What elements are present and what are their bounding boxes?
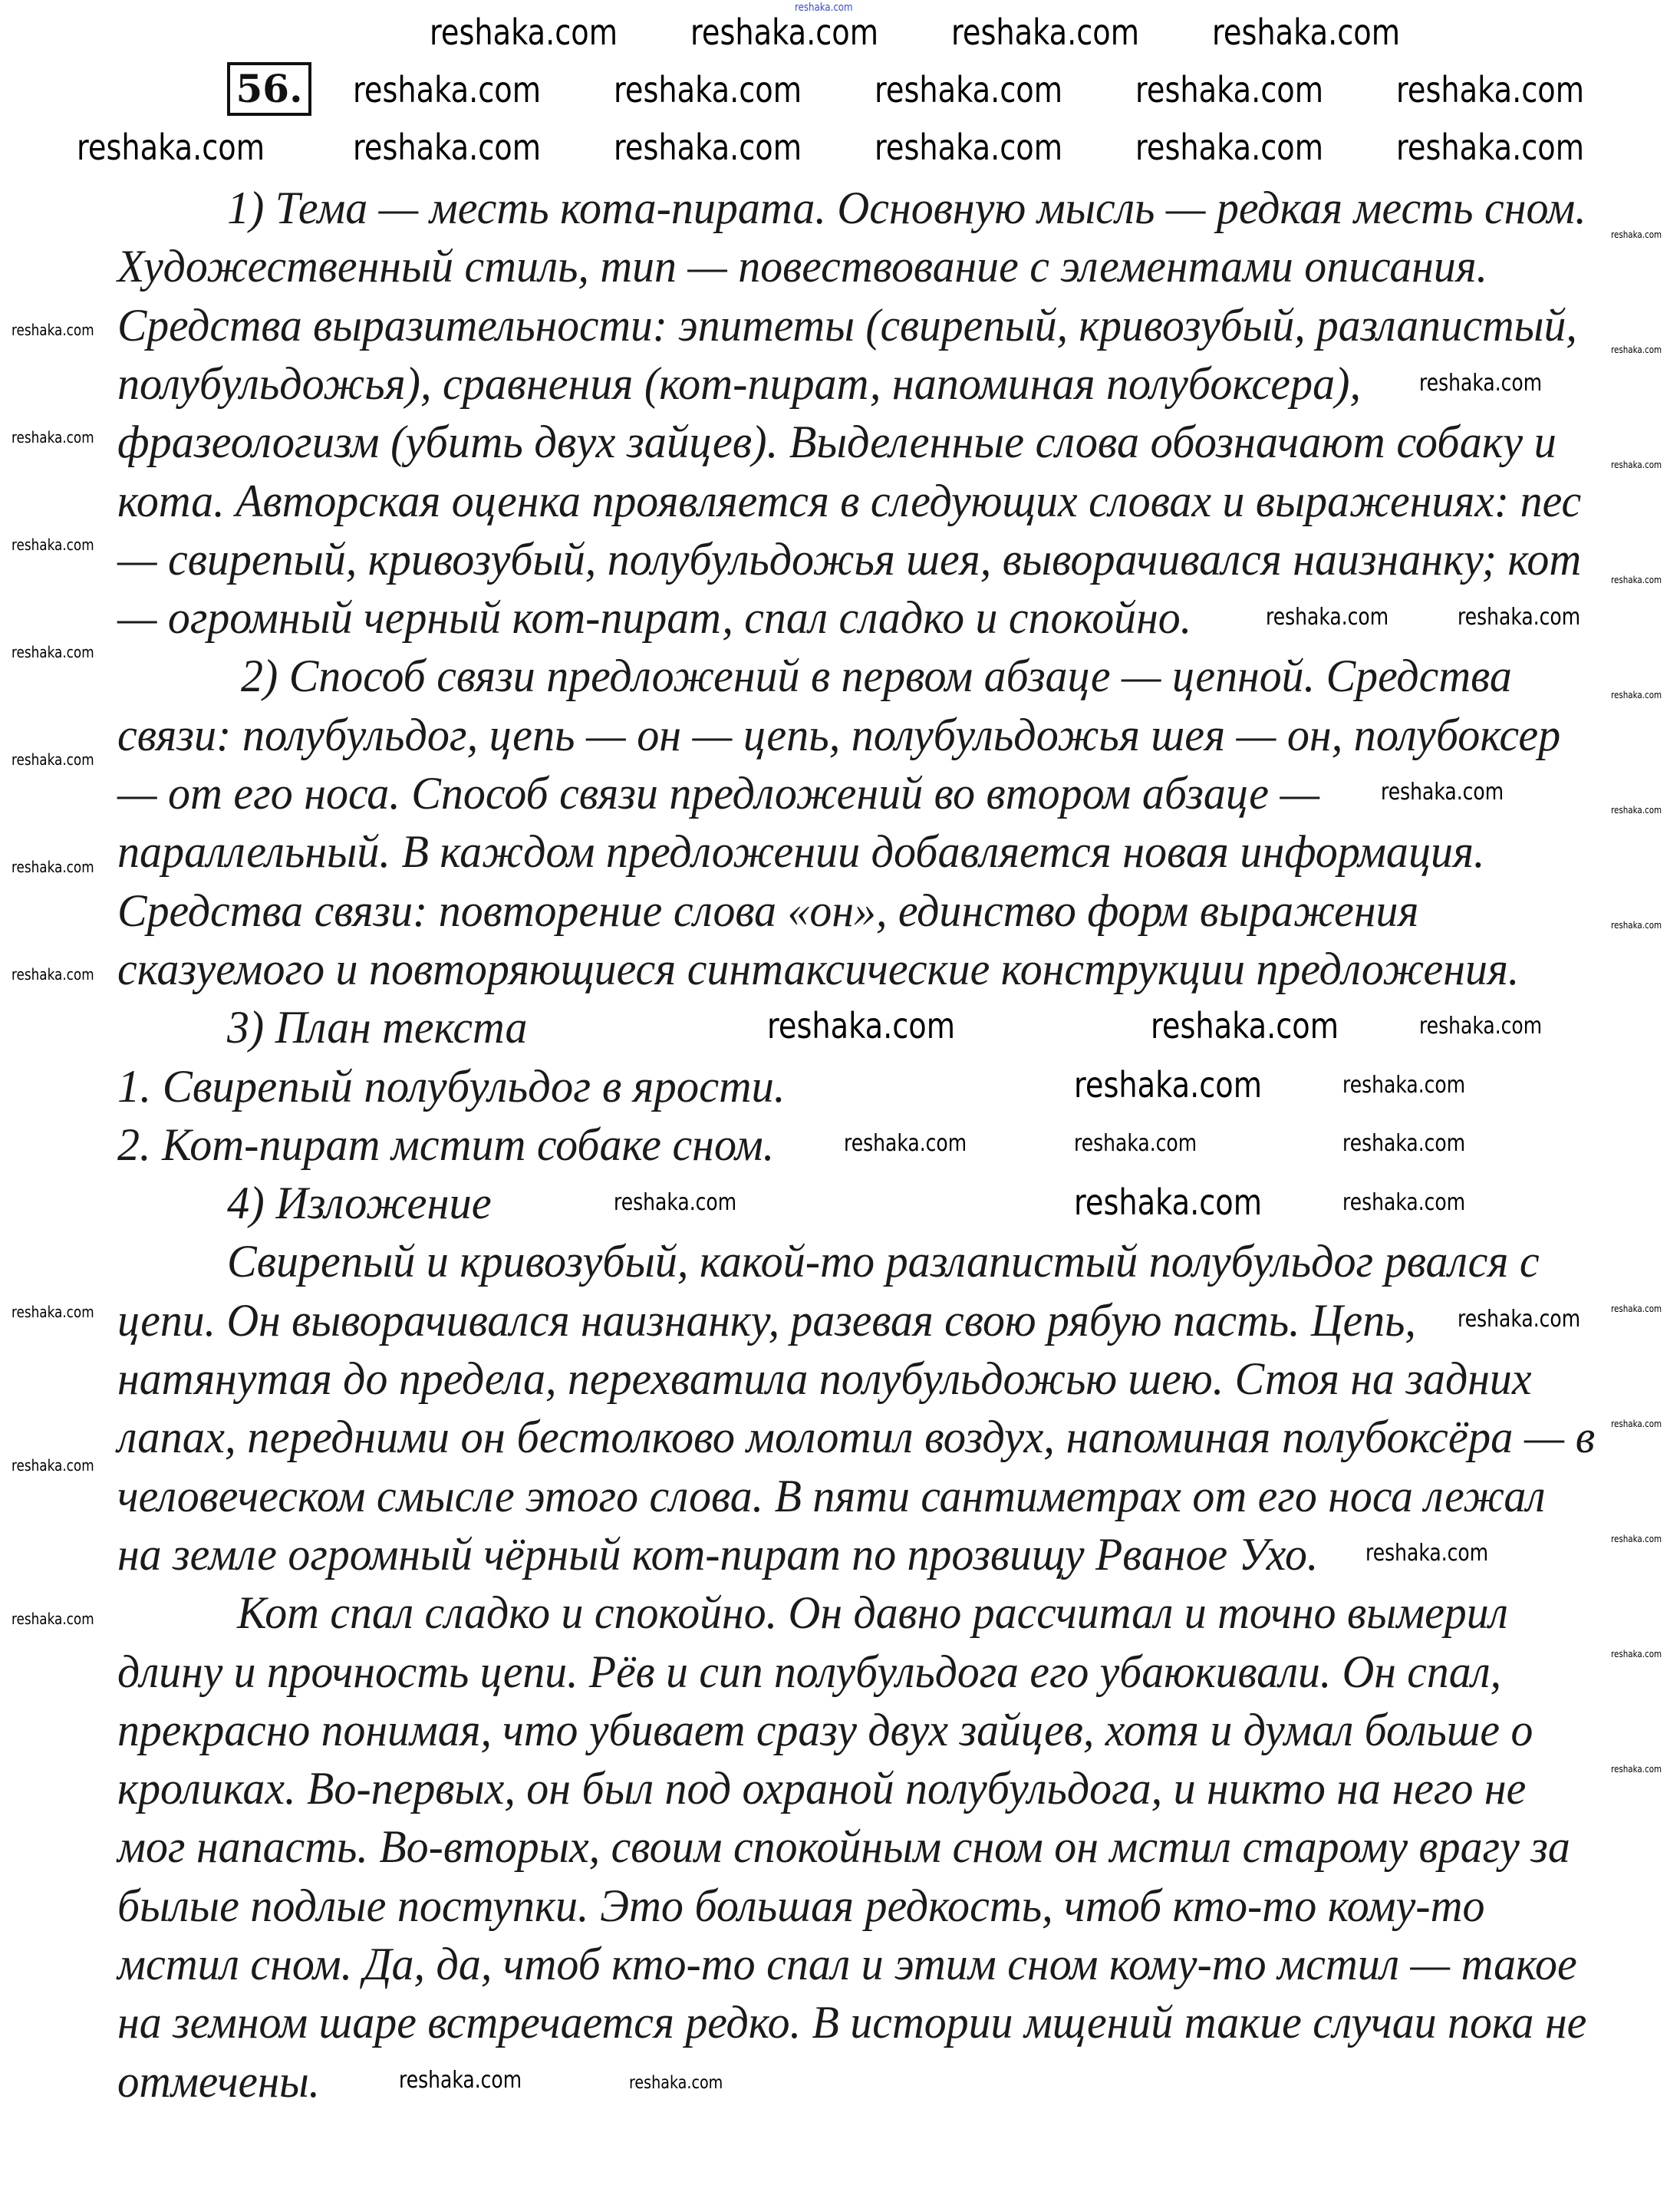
text-line: 2. Кот-пират мстит собаке сном. — [117, 1119, 774, 1170]
watermark: reshaka.com — [614, 70, 802, 111]
watermark: reshaka.com — [875, 127, 1063, 169]
watermark: reshaka.com — [430, 12, 618, 54]
watermark: reshaka.com — [1419, 1013, 1543, 1040]
text-line: кроликах. Во-первых, он был под охраной полубульдога, и никто на него не — [117, 1763, 1526, 1814]
watermark: reshaka.com — [77, 127, 265, 169]
text-line: 1) Тема — месть кота-пирата. Основную мысль — редкая месть сном. — [227, 183, 1586, 233]
watermark: reshaka.com — [353, 70, 542, 111]
watermark: reshaka.com — [951, 12, 1140, 54]
watermark: reshaka.com — [1611, 574, 1662, 585]
watermark: reshaka.com — [629, 2072, 723, 2093]
watermark: reshaka.com — [1135, 127, 1324, 169]
text-line: Средства выразительности: эпитеты (свирепый, кривозубый, разлапистый, — [117, 299, 1577, 351]
text-line: былые подлые поступки. Это большая редкость, чтоб кто-то кому-то — [117, 1880, 1485, 1931]
watermark: reshaka.com — [690, 12, 879, 54]
watermark: reshaka.com — [12, 1610, 94, 1628]
watermark: reshaka.com — [767, 1006, 956, 1047]
watermark: reshaka.com — [614, 127, 802, 169]
watermark: reshaka.com — [1212, 12, 1401, 54]
text-line: 1. Свирепый полубульдог в ярости. — [117, 1060, 786, 1112]
watermark: reshaka.com — [795, 2, 853, 14]
text-line: Средства связи: повторение слова «он», единство форм выражения — [117, 885, 1418, 936]
text-line: прекрасно понимая, что убивает сразу двух зайцев, хотя и думал больше о — [117, 1704, 1533, 1755]
watermark: reshaka.com — [12, 428, 94, 447]
text-line: полубульдожья), сравнения (кот-пират, напоминая полубоксера), — [117, 358, 1361, 409]
watermark: reshaka.com — [1611, 229, 1662, 240]
watermark: reshaka.com — [1611, 804, 1662, 816]
text-line: сказуемого и повторяющиеся синтаксические конструкции предложения. — [117, 943, 1519, 994]
watermark: reshaka.com — [12, 1303, 94, 1321]
watermark: reshaka.com — [1396, 70, 1585, 111]
text-line: человеческом смысле этого слова. В пяти сантиметрах от его носа лежал — [117, 1470, 1546, 1521]
watermark: reshaka.com — [12, 321, 94, 339]
exercise-number: 56. — [227, 62, 311, 116]
text-line: мог напасть. Во-вторых, своим спокойным сном он мстил старому врагу за — [117, 1821, 1570, 1873]
watermark: reshaka.com — [875, 70, 1063, 111]
watermark: reshaka.com — [844, 1130, 967, 1157]
text-line: на земном шаре встречается редко. В истории мщений такие случаи пока не — [117, 1997, 1586, 2048]
text-line: фразеологизм (убить двух зайцев). Выделенные слова обозначают собаку и — [117, 417, 1556, 468]
text-line: связи: полубульдог, цепь — он — цепь, полубульдожья шея — он, полубоксер — [117, 709, 1560, 760]
watermark: reshaka.com — [1342, 1072, 1466, 1099]
watermark: reshaka.com — [1365, 1540, 1489, 1567]
watermark: reshaka.com — [1611, 689, 1662, 700]
watermark: reshaka.com — [1611, 459, 1662, 470]
watermark: reshaka.com — [1074, 1182, 1263, 1224]
watermark: reshaka.com — [1611, 1418, 1662, 1429]
text-line: — огромный черный кот-пират, спал сладко и спокойно. — [117, 592, 1191, 644]
text-line: лапах, передними он бестолково молотил воздух, напоминая полубоксёра — в — [117, 1412, 1595, 1463]
watermark: reshaka.com — [1135, 70, 1324, 111]
watermark: reshaka.com — [1074, 1130, 1197, 1157]
watermark: reshaka.com — [1458, 604, 1581, 631]
watermark: reshaka.com — [1381, 779, 1504, 806]
text-line: 4) Изложение — [227, 1178, 492, 1229]
watermark: reshaka.com — [1151, 1006, 1339, 1047]
text-line: — свирепый, кривозубый, полубульдожья шея, выворачивался наизнанку; кот — [117, 533, 1581, 585]
text-line: 3) План текста — [227, 1002, 528, 1053]
watermark: reshaka.com — [399, 2067, 522, 2094]
watermark: reshaka.com — [353, 127, 542, 169]
watermark: reshaka.com — [1611, 1303, 1662, 1314]
watermark: reshaka.com — [12, 643, 94, 661]
text-line: отмечены. — [117, 2055, 320, 2107]
text-line: — от его носа. Способ связи предложений во втором абзаце — — [117, 768, 1319, 819]
watermark: reshaka.com — [12, 750, 94, 769]
text-line: параллельный. В каждом предложении добавляется новая информация. — [117, 826, 1485, 878]
text-line: длину и прочность цепи. Рёв и сип полубульдога его убаюкивали. Он спал, — [117, 1646, 1501, 1697]
text-line: натянутая до предела, перехватила полубульдожью шею. Стоя на задних — [117, 1353, 1532, 1404]
text-line: мстил сном. Да, да, чтоб кто-то спал и этим сном кому-то мстил — такое — [117, 1939, 1577, 1989]
text-line: Художественный стиль, тип — повествование с элементами описания. — [117, 241, 1487, 292]
watermark: reshaka.com — [1342, 1189, 1466, 1216]
watermark: reshaka.com — [1611, 1533, 1662, 1544]
watermark: reshaka.com — [1458, 1306, 1581, 1333]
watermark: reshaka.com — [12, 1456, 94, 1475]
watermark: reshaka.com — [1611, 1763, 1662, 1775]
watermark: reshaka.com — [1342, 1130, 1466, 1157]
watermark: reshaka.com — [12, 536, 94, 554]
text-line: Кот спал сладко и спокойно. Он давно рассчитал и точно вымерил — [236, 1587, 1508, 1639]
watermark: reshaka.com — [1611, 1648, 1662, 1659]
text-line: Свирепый и кривозубый, какой-то разлапистый полубульдог рвался с — [227, 1236, 1540, 1287]
text-line: на земле огромный чёрный кот-пират по прозвищу Рваное Ухо. — [117, 1528, 1318, 1580]
watermark: reshaka.com — [1396, 127, 1585, 169]
watermark: reshaka.com — [1419, 370, 1543, 397]
text-line: кота. Авторская оценка проявляется в следующих словах и выражениях: пес — [117, 475, 1581, 526]
watermark: reshaka.com — [614, 1189, 737, 1216]
watermark: reshaka.com — [1074, 1065, 1263, 1106]
text-line: цепи. Он выворачивался наизнанку, разевая свою рябую пасть. Цепь, — [117, 1294, 1416, 1346]
text-line: 2) Способ связи предложений в первом абзаце — цепной. Средства — [241, 651, 1512, 702]
watermark: reshaka.com — [12, 965, 94, 984]
watermark: reshaka.com — [12, 858, 94, 876]
watermark: reshaka.com — [1611, 344, 1662, 355]
watermark: reshaka.com — [1266, 604, 1389, 631]
watermark: reshaka.com — [1611, 919, 1662, 931]
